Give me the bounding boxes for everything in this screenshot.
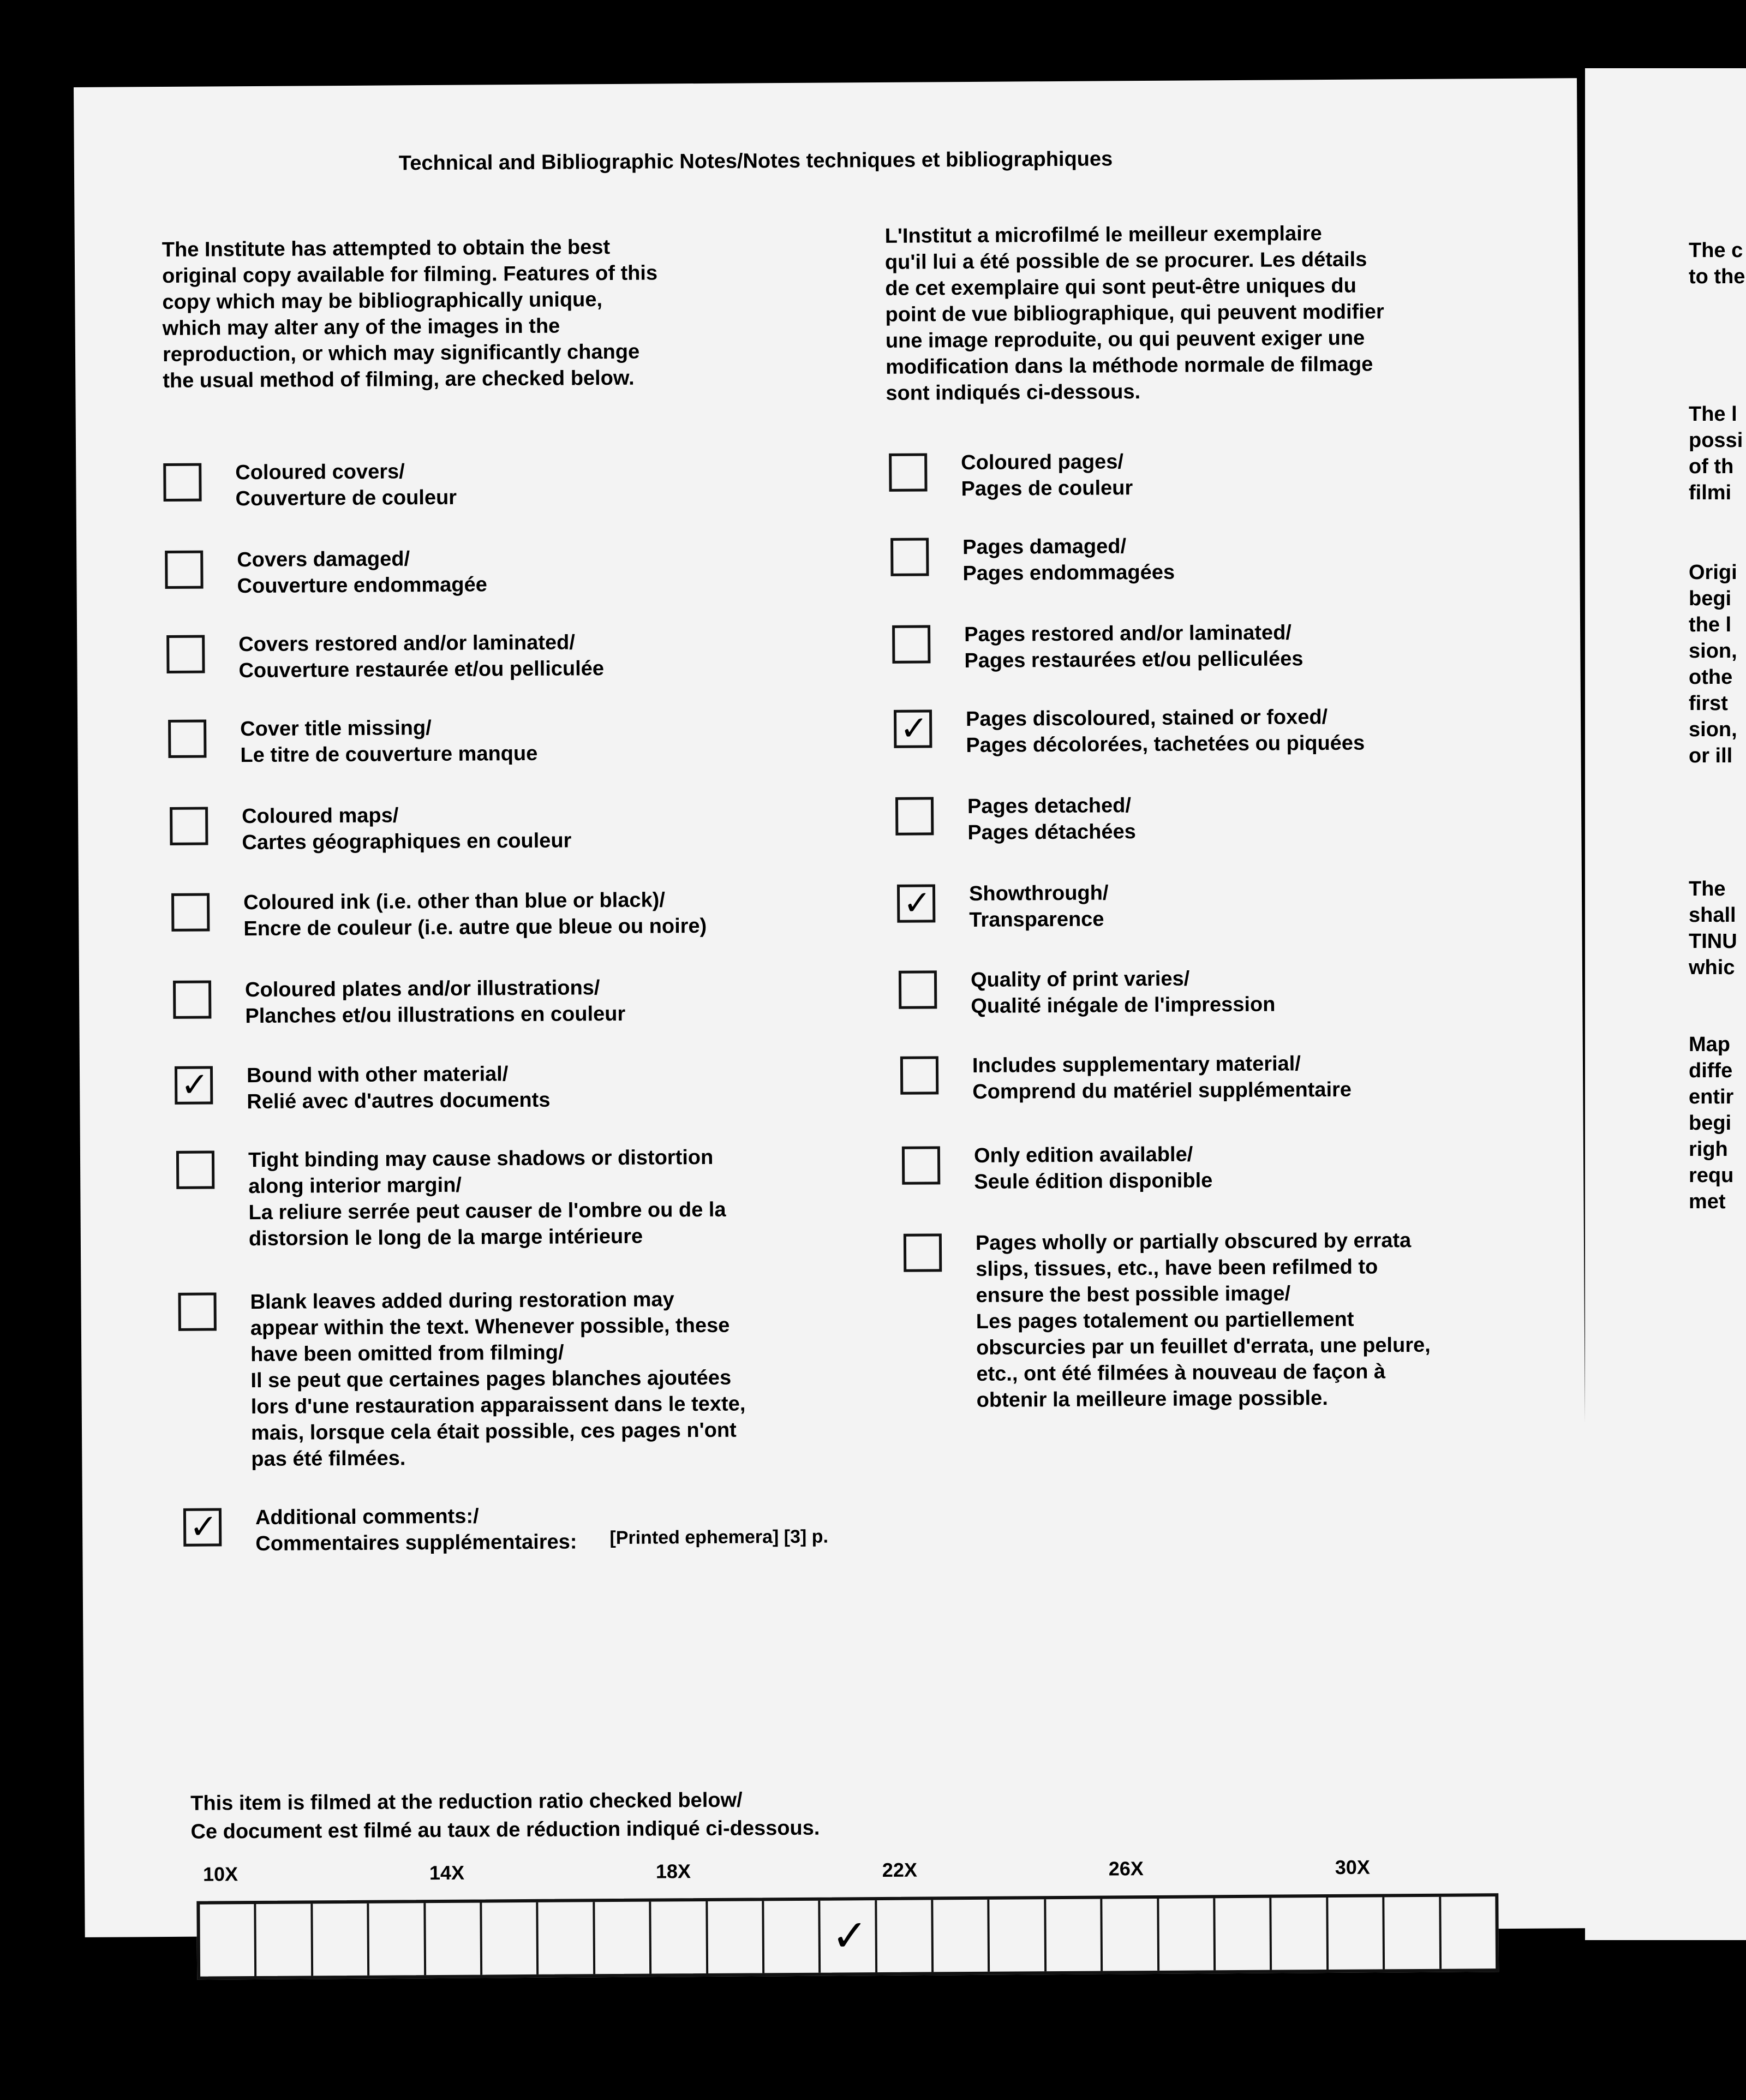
left-item bbox=[173, 978, 625, 1030]
ratio-label-top: 30X bbox=[1335, 1856, 1370, 1878]
additional-comments bbox=[183, 1505, 828, 1558]
ratio-label-top: 10X bbox=[202, 1863, 238, 1886]
reduction-ratio-text: This item is filmed at the reduction ratio checked below/ Ce document est filmé au taux de réduction indiqué ci-dessous. bbox=[190, 1788, 820, 1844]
ratio-cell[interactable] bbox=[1159, 1898, 1216, 1971]
ratio-label-bottom: 24X bbox=[996, 1986, 1031, 2009]
left-item bbox=[176, 1148, 726, 1252]
checkbox[interactable] bbox=[173, 980, 211, 1018]
ratio-label-top: 22X bbox=[882, 1858, 918, 1882]
checkbox[interactable] bbox=[163, 463, 201, 502]
ratio-label-bottom: 28X bbox=[1222, 1984, 1258, 2008]
left-item-label: Bound with other material/ Relié avec d'autres documents bbox=[246, 1063, 551, 1114]
reduction-ratio-row bbox=[196, 1893, 1499, 1980]
left-item-label: Coloured plates and/or illustrations/ Planches et/ou illustrations en couleur bbox=[244, 976, 626, 1028]
ratio-cell[interactable] bbox=[1328, 1897, 1385, 1970]
ratio-cell[interactable] bbox=[990, 1899, 1047, 1972]
ratio-cell[interactable] bbox=[1441, 1896, 1496, 1969]
right-item bbox=[900, 1054, 1352, 1106]
checkbox[interactable] bbox=[902, 1146, 940, 1184]
ratio-cell[interactable] bbox=[595, 1902, 651, 1974]
checkbox[interactable] bbox=[904, 1233, 942, 1272]
ratio-cell[interactable] bbox=[313, 1904, 369, 1976]
ratio-cell[interactable] bbox=[821, 1900, 877, 1973]
checkbox[interactable] bbox=[166, 635, 205, 673]
left-item bbox=[171, 890, 707, 942]
ratio-cell[interactable] bbox=[651, 1901, 708, 1974]
ratio-cell[interactable] bbox=[708, 1901, 764, 1973]
ratio-cell[interactable] bbox=[877, 1900, 934, 1972]
checkmark-icon: ✓ bbox=[189, 1506, 218, 1547]
checkbox[interactable] bbox=[176, 1150, 214, 1189]
intro-english: The Institute has attempted to obtain the best original copy available for filming. Features of this copy which may be bibliographically unique, which may alter any of the images in the reproduction, or which may significantly change the usual method of filming, are checked below. bbox=[162, 236, 658, 393]
checkbox[interactable] bbox=[894, 709, 932, 748]
ratio-cell[interactable] bbox=[1215, 1898, 1272, 1971]
left-item-label: Cover title missing/ Le titre de couverture manque bbox=[240, 717, 538, 767]
ratio-cell[interactable] bbox=[200, 1904, 256, 1977]
left-item bbox=[175, 1064, 551, 1115]
right-item-label: Pages discoloured, stained or foxed/ Pages décolorées, tachetées ou piquées bbox=[965, 705, 1365, 757]
ratio-label-top: 18X bbox=[655, 1860, 691, 1883]
checkbox[interactable] bbox=[890, 538, 929, 576]
checkbox[interactable] bbox=[892, 625, 930, 663]
checkbox[interactable] bbox=[168, 720, 206, 758]
adjacent-page-text: Map diffe entir begi righ requ met bbox=[1689, 1033, 1734, 1213]
ratio-label-bottom: 16X bbox=[543, 1989, 579, 2012]
checkbox[interactable] bbox=[900, 1056, 938, 1094]
right-item-label: Coloured pages/ Pages de couleur bbox=[961, 450, 1133, 501]
checkbox[interactable] bbox=[895, 797, 934, 835]
left-item-label: Coloured covers/ Couverture de couleur bbox=[235, 460, 457, 511]
right-item bbox=[892, 623, 1303, 675]
ratio-label-bottom: 32X bbox=[1449, 1983, 1484, 2006]
checkbox[interactable] bbox=[165, 551, 203, 589]
document-page bbox=[74, 78, 1588, 2013]
ratio-cell[interactable] bbox=[1272, 1898, 1329, 1970]
right-item-label: Showthrough/ Transparence bbox=[968, 881, 1109, 932]
right-item bbox=[902, 1144, 1213, 1195]
ratio-cell[interactable] bbox=[764, 1901, 821, 1973]
additional-comments-value: [Printed ephemera] [3] p. bbox=[609, 1526, 829, 1549]
checkbox[interactable] bbox=[183, 1508, 222, 1546]
right-item bbox=[897, 883, 1109, 933]
ratio-cell[interactable] bbox=[1385, 1897, 1442, 1970]
ratio-cell[interactable] bbox=[369, 1903, 426, 1976]
left-item bbox=[178, 1290, 746, 1473]
ratio-cell[interactable] bbox=[539, 1902, 595, 1974]
checkmark-icon: ✓ bbox=[902, 882, 932, 923]
right-item-label: Pages restored and/or laminated/ Pages restaurées et/ou pelliculées bbox=[964, 621, 1303, 673]
ratio-label-top: 26X bbox=[1108, 1857, 1144, 1880]
checkbox[interactable] bbox=[899, 970, 937, 1009]
left-item-label: Blank leaves added during restoration may appear within the text. Whenever possible, these have been omitted from filming/ Il se peut que certaines pages blanches ajoutées lors d'une restauration apparaissent dans le texte, mais, lorsque cela était possible, ces pages n'ont pas été filmées. bbox=[250, 1288, 746, 1471]
ratio-label-bottom: 12X bbox=[316, 1990, 352, 2013]
checkbox[interactable] bbox=[175, 1066, 213, 1104]
checkbox[interactable] bbox=[170, 807, 208, 845]
checkmark-icon: ✓ bbox=[831, 1910, 869, 1961]
left-item-label: Covers damaged/ Couverture endommagée bbox=[237, 547, 487, 598]
right-item-label: Quality of print varies/ Qualité inégale de l'impression bbox=[970, 967, 1276, 1018]
right-item-label: Pages damaged/ Pages endommagées bbox=[962, 535, 1175, 586]
checkmark-icon: ✓ bbox=[180, 1064, 210, 1105]
left-item bbox=[168, 718, 537, 769]
adjacent-page-text: The l possi of th filmi bbox=[1689, 403, 1743, 504]
page-title: Technical and Bibliographic Notes/Notes techniques et bibliographiques bbox=[398, 147, 1113, 175]
right-item bbox=[889, 452, 1133, 503]
right-item-label: Includes supplementary material/ Comprend du matériel supplémentaire bbox=[972, 1052, 1352, 1103]
left-item-label: Coloured ink (i.e. other than blue or black)/ Encre de couleur (i.e. autre que bleue ou noire) bbox=[243, 888, 707, 941]
left-item bbox=[165, 548, 487, 600]
right-item-label: Pages detached/ Pages détachées bbox=[967, 794, 1136, 845]
checkbox[interactable] bbox=[171, 893, 210, 932]
left-item bbox=[170, 804, 571, 856]
checkbox[interactable] bbox=[897, 884, 935, 922]
ratio-cell[interactable] bbox=[1046, 1899, 1103, 1972]
ratio-label-top: 14X bbox=[429, 1861, 465, 1884]
left-item-label: Covers restored and/or laminated/ Couverture restaurée et/ou pelliculée bbox=[238, 631, 605, 683]
ratio-cell[interactable] bbox=[426, 1902, 482, 1975]
ratio-cell[interactable] bbox=[1103, 1899, 1159, 1971]
left-item bbox=[163, 462, 457, 512]
adjacent-page bbox=[1585, 68, 1746, 1940]
checkbox[interactable] bbox=[889, 453, 927, 491]
ratio-cell[interactable] bbox=[256, 1904, 313, 1976]
left-item bbox=[166, 633, 604, 684]
left-item-label: Coloured maps/ Cartes géographiques en couleur bbox=[242, 804, 572, 855]
adjacent-page-text: The shall TINU whic bbox=[1689, 878, 1737, 979]
ratio-label-bottom: 20X bbox=[769, 1987, 805, 2010]
right-item bbox=[890, 536, 1175, 587]
right-item bbox=[904, 1231, 1431, 1414]
additional-comments-label: Additional comments:/ Commentaires supplémentaires: bbox=[255, 1505, 577, 1556]
adjacent-page-text: The c to the bbox=[1689, 239, 1745, 288]
left-item-label: Tight binding may cause shadows or distortion along interior margin/ La reliure serrée peut causer de l'ombre ou de la distorsion le long de la marge intérieure bbox=[248, 1146, 726, 1251]
adjacent-page-text: Origi begi the l sion, othe first sion, or ill bbox=[1689, 561, 1737, 767]
ratio-cell[interactable] bbox=[933, 1900, 990, 1972]
right-item-label: Only edition available/ Seule édition disponible bbox=[973, 1143, 1213, 1194]
checkbox[interactable] bbox=[178, 1292, 216, 1331]
right-item-label: Pages wholly or partially obscured by errata slips, tissues, etc., have been refilmed to ensure the best possible image/ Les pages totalement ou partiellement obscurcies par un feuillet d'errata, une pelure, etc., ont été filmées à nouveau de façon à obtenir la meilleure image possible. bbox=[975, 1229, 1431, 1412]
right-item bbox=[894, 707, 1365, 759]
intro-french: L'Institut a microfilmé le meilleur exemplaire qu'il lui a été possible de se procurer. Les détails de cet exemplaire qui sont peut-être uniques du point de vue bibliographique, qui peuvent modifier une image reproduite, ou qui peuvent exiger une modification dans la méthode normale de filmage sont indiqués ci-dessous. bbox=[884, 222, 1384, 405]
checkmark-icon: ✓ bbox=[899, 708, 929, 748]
right-item bbox=[895, 796, 1136, 846]
right-item bbox=[899, 969, 1276, 1020]
ratio-cell[interactable] bbox=[482, 1902, 539, 1975]
